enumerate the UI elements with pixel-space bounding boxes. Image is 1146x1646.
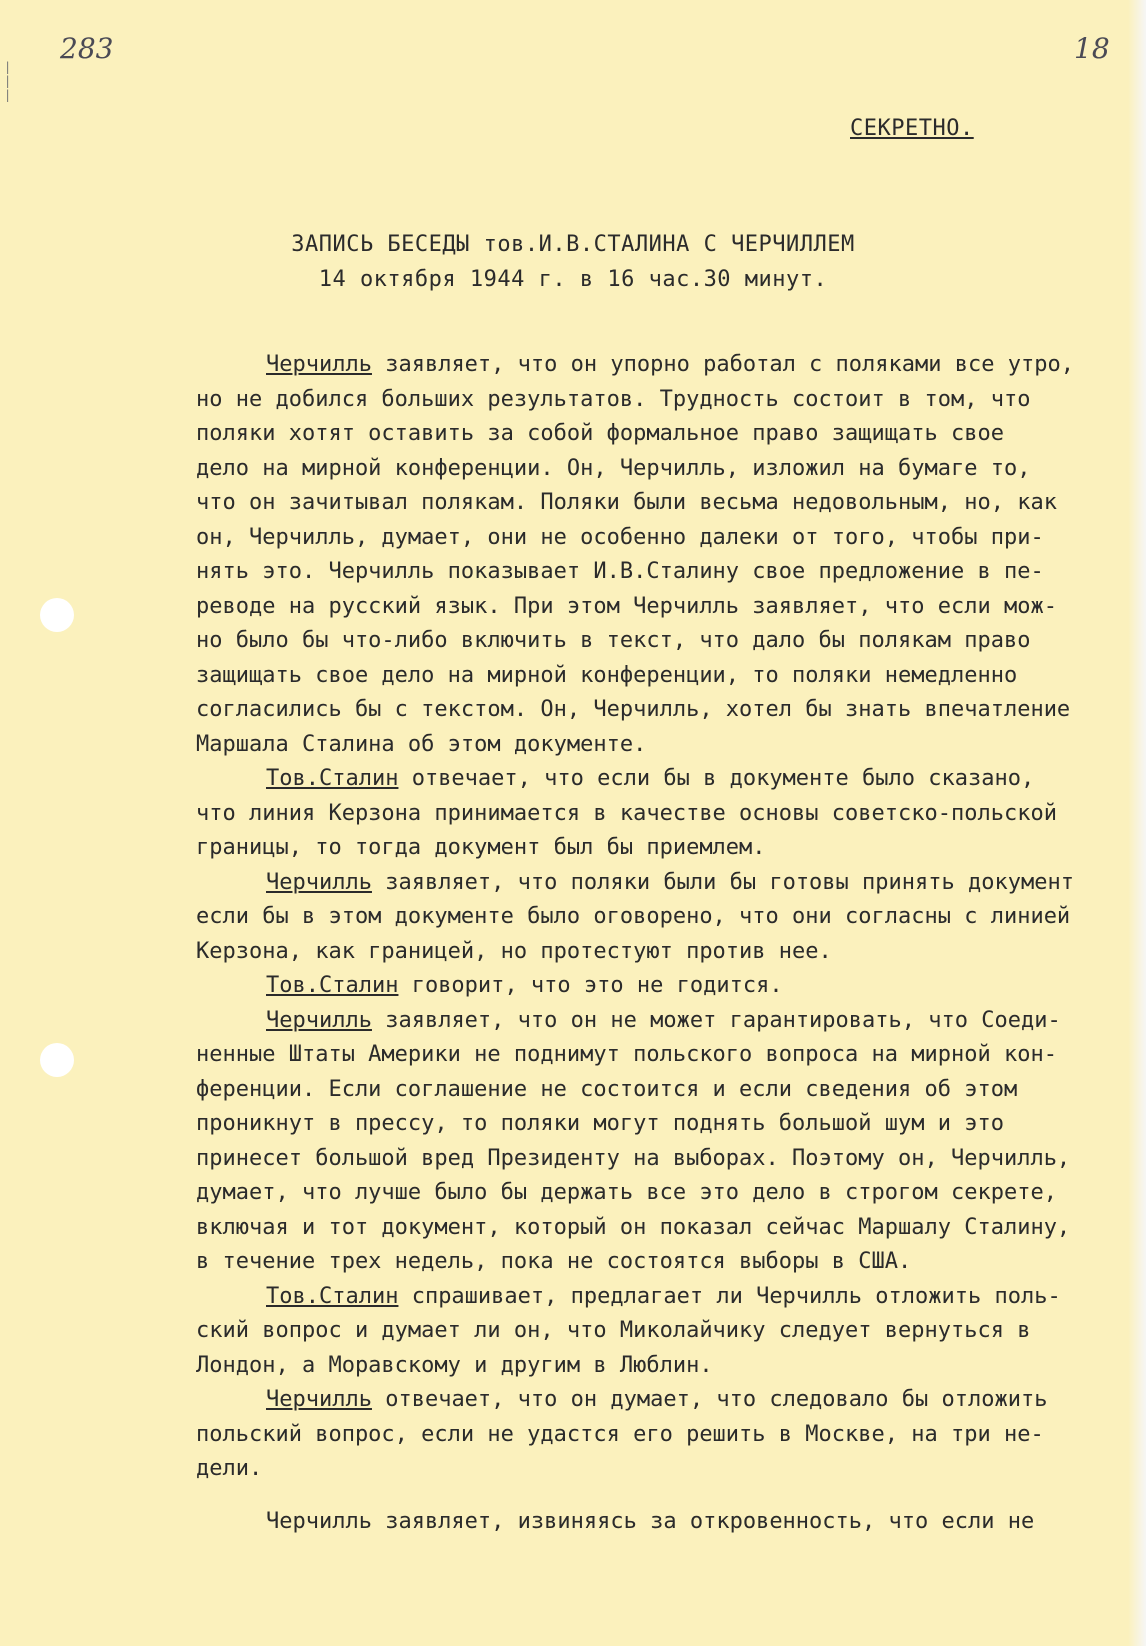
line-text: ский вопрос и думает ли он, что Миколайчику следует вернуться в — [196, 1318, 1031, 1343]
line-text: польский вопрос, если не удастся его решить в Москве, на три не- — [196, 1421, 1044, 1447]
line-text: дели. — [196, 1456, 263, 1481]
paragraph — [196, 1004, 1126, 1280]
line-text: думает, что лучше было бы держать все это дело в строгом секрете, — [196, 1180, 1057, 1205]
document-title: ЗАПИСЬ БЕСЕДЫ тов.И.В.СТАЛИНА С ЧЕРЧИЛЛЕМ — [291, 232, 855, 257]
paragraph — [196, 1505, 1126, 1540]
speaker-name: Черчилль — [266, 1007, 372, 1033]
text-line — [196, 659, 1126, 694]
paragraph — [196, 1383, 1126, 1487]
line-text: включая и тот документ, который он показал сейчас Маршалу Сталину, — [196, 1214, 1071, 1240]
line-text: дело на мирной конференции. Он, Черчилль, изложил на бумаге то, — [196, 455, 1031, 481]
line-text: заявляет, что поляки были бы готовы принять документ — [371, 869, 1074, 895]
text-line — [196, 1452, 1126, 1487]
line-text: поляки хотят оставить за собой формальное право защищать свое — [196, 421, 1004, 446]
line-text: Черчилль заявляет, извиняясь за откровенность, что если не — [266, 1508, 1035, 1534]
page-number: 18 — [1074, 32, 1110, 65]
text-line — [196, 1038, 1126, 1073]
line-text: отвечает, что если бы в документе было сказано, — [398, 766, 1035, 791]
line-text: что линия Керзона принимается в качестве основы советско-польской — [196, 800, 1057, 826]
speaker-name: Черчилль — [266, 352, 372, 377]
text-line — [196, 1418, 1126, 1453]
text-line — [196, 935, 1126, 970]
line-text: что он зачитывал полякам. Поляки были весьма недовольным, но, как — [196, 490, 1057, 515]
line-text: отвечает, что он думает, что следовало бы отложить — [371, 1387, 1048, 1412]
line-text: но не добился больших результатов. Трудность состоит в том, что — [196, 386, 1031, 412]
line-text: реводе на русский язык. При этом Черчилль заявляет, что если мож- — [196, 593, 1057, 619]
text-line — [196, 693, 1126, 728]
text-line — [196, 486, 1126, 521]
text-line — [196, 1073, 1126, 1108]
paragraph — [196, 969, 1126, 1004]
paragraph — [196, 348, 1126, 762]
folio-number: 283 — [60, 32, 114, 65]
document-date: 14 октября 1944 г. в 16 час.30 минут. — [318, 267, 828, 292]
text-line — [196, 1314, 1126, 1349]
margin-marks: | | | — [4, 60, 12, 102]
text-line — [196, 1142, 1126, 1177]
line-text: заявляет, что он не может гарантировать, что Соеди- — [371, 1007, 1061, 1033]
paragraph — [196, 762, 1126, 866]
text-line — [196, 348, 1126, 383]
speaker-name: Черчилль — [266, 869, 372, 895]
text-line — [196, 452, 1126, 487]
line-text: заявляет, что он упорно работал с поляками все утро, — [371, 352, 1074, 377]
speaker-name: Тов.Сталин — [266, 766, 399, 791]
line-text: он, Черчилль, думает, они не особенно далеки от того, чтобы при- — [196, 524, 1044, 550]
text-line — [196, 866, 1126, 901]
text-line — [196, 900, 1126, 935]
paragraph — [196, 1280, 1126, 1384]
line-text: но было бы что-либо включить в текст, что дало бы полякам право — [196, 628, 1031, 653]
text-line — [196, 1107, 1126, 1142]
speaker-name: Тов.Сталин — [266, 973, 399, 998]
text-line — [196, 1280, 1126, 1315]
line-text: принесет большой вред Президенту на выборах. Поэтому он, Черчилль, — [196, 1145, 1071, 1171]
classification-mark: СЕКРЕТНО. — [850, 116, 974, 141]
line-text: говорит, что это не годится. — [398, 973, 783, 998]
text-line — [196, 383, 1126, 418]
document-body — [196, 348, 1126, 1539]
punch-hole — [40, 1043, 74, 1077]
line-text: Лондон, а Моравскому и другим в Люблин. — [196, 1352, 713, 1378]
text-line — [196, 728, 1126, 763]
text-line — [196, 417, 1126, 452]
speaker-name: Черчилль — [266, 1387, 372, 1412]
text-line — [196, 590, 1126, 625]
text-line — [196, 797, 1126, 832]
text-line — [196, 1245, 1126, 1280]
line-text: границы, то тогда документ был бы приемлем. — [196, 835, 766, 860]
speaker-name: Тов.Сталин — [266, 1283, 399, 1309]
line-text: Керзона, как границей, но протестуют против нее. — [196, 938, 832, 964]
text-line — [196, 969, 1126, 1004]
text-line — [196, 762, 1126, 797]
text-line — [196, 831, 1126, 866]
line-text: нять это. Черчилль показывает И.В.Сталину свое предложение в пе- — [196, 559, 1044, 584]
line-text: если бы в этом документе было оговорено, что они согласны с линией — [196, 904, 1071, 929]
line-text: спрашивает, предлагает ли Черчилль отложить поль- — [398, 1283, 1061, 1309]
line-text: ненные Штаты Америки не поднимут польского вопроса на мирной кон- — [196, 1042, 1057, 1067]
line-text: ференции. Если соглашение не состоится и если сведения об этом — [196, 1076, 1018, 1102]
line-text: защищать свое дело на мирной конференции, то поляки немедленно — [196, 662, 1018, 688]
text-line — [196, 1176, 1126, 1211]
text-line — [196, 1383, 1126, 1418]
text-line — [196, 521, 1126, 556]
line-text: в течение трех недель, пока не состоятся выборы в США. — [196, 1249, 912, 1274]
text-line — [196, 1004, 1126, 1039]
line-text: Маршала Сталина об этом документе. — [196, 731, 647, 757]
paragraph — [196, 866, 1126, 970]
punch-hole — [40, 598, 74, 632]
text-line — [196, 1505, 1126, 1540]
line-text: проникнут в прессу, то поляки могут поднять большой шум и это — [196, 1111, 1004, 1136]
line-text: согласились бы с текстом. Он, Черчилль, хотел бы знать впечатление — [196, 697, 1071, 722]
text-line — [196, 624, 1126, 659]
text-line — [196, 1211, 1126, 1246]
text-line — [196, 1349, 1126, 1384]
text-line — [196, 555, 1126, 590]
